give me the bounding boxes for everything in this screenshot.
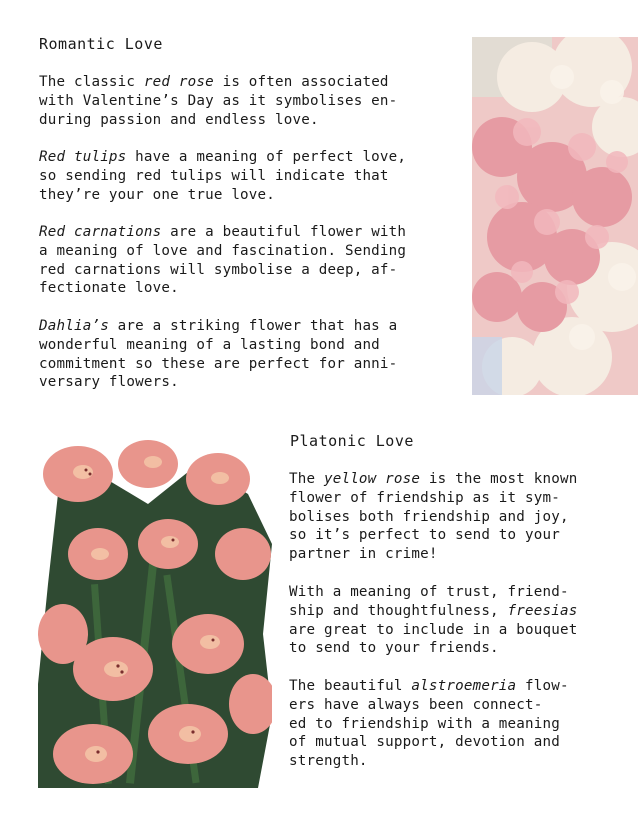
text-run: commitment so these are perfect for anni- <box>39 355 398 372</box>
text-run: is often associated <box>213 74 389 90</box>
text-run: fectionate love. <box>39 280 179 297</box>
platonic-para-2 <box>289 583 577 658</box>
text-line <box>289 678 569 694</box>
text-run: are a beautiful flower with <box>161 224 407 240</box>
alstroemeria-photo <box>38 434 272 788</box>
flower-name: Red carnations <box>39 224 162 240</box>
text-line <box>39 280 179 296</box>
text-run: versary flowers. <box>39 374 179 391</box>
text-run: red carnations will symbolise a deep, af- <box>39 261 398 278</box>
text-run: partner in crime! <box>289 546 438 563</box>
text-line <box>39 168 389 184</box>
text-line <box>289 697 543 713</box>
text-line <box>289 753 368 769</box>
platonic-para-1 <box>289 470 578 564</box>
text-line <box>289 716 560 732</box>
text-run: ers have always been connect- <box>289 696 543 713</box>
platonic-love-heading: Platonic Love <box>290 432 414 450</box>
text-run: they’re your one true love. <box>39 186 276 203</box>
text-run: bolises both friendship and joy, <box>289 508 569 525</box>
romantic-para-2 <box>39 148 406 204</box>
text-run: strength. <box>289 753 368 770</box>
flower-name: yellow rose <box>323 471 421 487</box>
text-run: of mutual support, devotion and <box>289 734 560 751</box>
text-run: are great to include in a bouquet <box>289 621 578 638</box>
text-run: flow- <box>516 678 569 694</box>
text-run: so it’s perfect to send to your <box>289 527 560 544</box>
text-run: The beautiful <box>289 678 412 694</box>
text-run: to send to your friends. <box>289 640 499 657</box>
romantic-para-1 <box>39 73 397 129</box>
text-line <box>39 243 406 259</box>
text-line <box>289 640 499 656</box>
text-run: with Valentine’s Day as it symbolises en- <box>39 92 398 109</box>
text-run: wonderful meaning of a lasting bond and <box>39 336 380 353</box>
platonic-para-3 <box>289 677 569 771</box>
romantic-love-heading: Romantic Love <box>39 35 163 53</box>
text-line <box>39 187 275 203</box>
flower-name: Dahlia’s <box>39 318 109 334</box>
text-line <box>39 93 397 109</box>
flower-name: alstroemeria <box>411 678 517 694</box>
text-line <box>39 318 397 334</box>
text-line <box>289 490 560 506</box>
text-line <box>39 337 380 353</box>
flower-name: red rose <box>143 74 214 90</box>
text-run: so sending red tulips will indicate that <box>39 167 389 184</box>
text-line <box>289 471 578 487</box>
text-line <box>39 112 319 128</box>
flower-name: Red tulips <box>39 149 127 165</box>
text-line <box>39 224 406 240</box>
text-line <box>39 149 406 165</box>
text-run: are a striking flower that has a <box>108 318 398 334</box>
hydrangea-photo <box>472 37 638 395</box>
romantic-para-3 <box>39 223 406 298</box>
text-line <box>289 734 560 750</box>
text-run: The classic <box>39 74 144 90</box>
text-run: ed to friendship with a meaning <box>289 715 560 732</box>
flower-name: freesias <box>507 602 578 619</box>
text-line <box>39 74 389 90</box>
text-line <box>289 584 569 600</box>
text-run: flower of friendship as it sym- <box>289 489 560 506</box>
text-run: The <box>289 471 324 487</box>
text-run: a meaning of love and fascination. Sending <box>39 242 407 259</box>
text-run: is the most known <box>420 471 578 487</box>
text-line <box>39 374 179 390</box>
text-line <box>39 356 397 372</box>
text-line <box>289 603 577 619</box>
text-line <box>289 546 438 562</box>
text-line <box>289 509 569 525</box>
text-line <box>289 622 577 638</box>
text-line <box>39 262 397 278</box>
text-line <box>289 527 560 543</box>
text-run: during passion and endless love. <box>39 111 319 128</box>
text-run: With a meaning of trust, friend- <box>289 584 569 600</box>
romantic-para-4 <box>39 317 397 392</box>
text-run: have a meaning of perfect love, <box>126 149 407 165</box>
text-run: ship and thoughtfulness, <box>289 602 508 619</box>
